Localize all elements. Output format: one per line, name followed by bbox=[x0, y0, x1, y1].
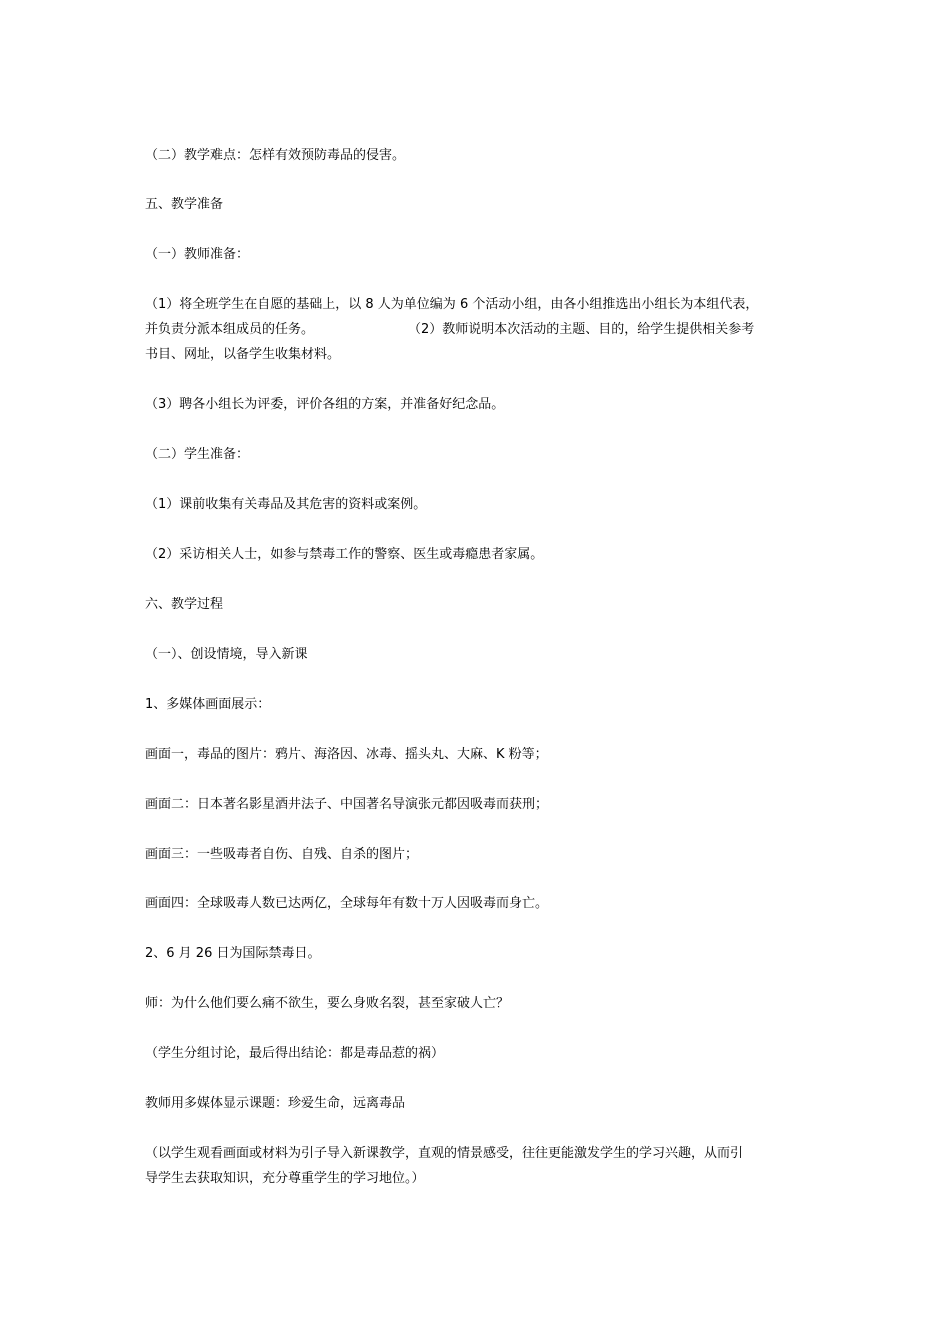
paragraph-line: 书目、网址，以备学生收集材料。 bbox=[145, 347, 341, 362]
paragraph-item: 2、6 月 26 日为国际禁毒日。 bbox=[145, 946, 321, 961]
subheading-student-preparation: （二）学生准备： bbox=[145, 447, 250, 462]
paragraph-item: （1）课前收集有关毒品及其危害的资料或案例。 bbox=[145, 497, 427, 512]
heading-teaching-process: 六、教学过程 bbox=[145, 597, 224, 612]
paragraph-item: 师：为什么他们要么痛不欲生，要么身败名裂，甚至家破人亡？ bbox=[145, 996, 510, 1011]
paragraph-line: 导学生去获取知识，充分尊重学生的学习地位。） bbox=[145, 1171, 425, 1186]
subheading-create-scenario: （一）、创设情境，导入新课 bbox=[145, 647, 308, 662]
paragraph-line: （以学生观看画面或材料为引子导入新课教学，直观的情景感受，往往更能激发学生的学习兴趣，从而引 bbox=[145, 1146, 744, 1161]
paragraph-teaching-difficulty: （二）教学难点：怎样有效预防毒品的侵害。 bbox=[145, 148, 406, 163]
heading-teaching-preparation: 五、教学准备 bbox=[145, 197, 224, 212]
paragraph-item: 画面一，毒品的图片：鸦片、海洛因、冰毒、摇头丸、大麻、K 粉等； bbox=[145, 747, 548, 762]
paragraph-line: （1）将全班学生在自愿的基础上，以 8 人为单位编为 6 个活动小组，由各小组推选出小组长为本组代表， bbox=[145, 297, 759, 312]
paragraph-text: （2）教师说明本次活动的主题、目的，给学生提供相关参考 bbox=[408, 322, 755, 337]
paragraph-line bbox=[145, 317, 815, 342]
paragraph-item: 画面三：一些吸毒者自伤、自残、自杀的图片； bbox=[145, 847, 419, 862]
paragraph-item: 教师用多媒体显示课题：珍爱生命，远离毒品 bbox=[145, 1096, 406, 1111]
paragraph-text: 并负责分派本组成员的任务。 bbox=[145, 322, 315, 337]
paragraph-item: （2）采访相关人士，如参与禁毒工作的警察、医生或毒瘾患者家属。 bbox=[145, 547, 544, 562]
paragraph-item: 画面四：全球吸毒人数已达两亿，全球每年有数十万人因吸毒而身亡。 bbox=[145, 896, 549, 911]
paragraph-item: （学生分组讨论，最后得出结论：都是毒品惹的祸） bbox=[145, 1046, 445, 1061]
subheading-teacher-preparation: （一）教师准备： bbox=[145, 247, 250, 262]
paragraph-item: （3）聘各小组长为评委，评价各组的方案，并准备好纪念品。 bbox=[145, 397, 505, 412]
paragraph-item: 画面二：日本著名影星酒井法子、中国著名导演张元都因吸毒而获刑； bbox=[145, 797, 549, 812]
paragraph-item: 1、多媒体画面展示： bbox=[145, 697, 271, 712]
